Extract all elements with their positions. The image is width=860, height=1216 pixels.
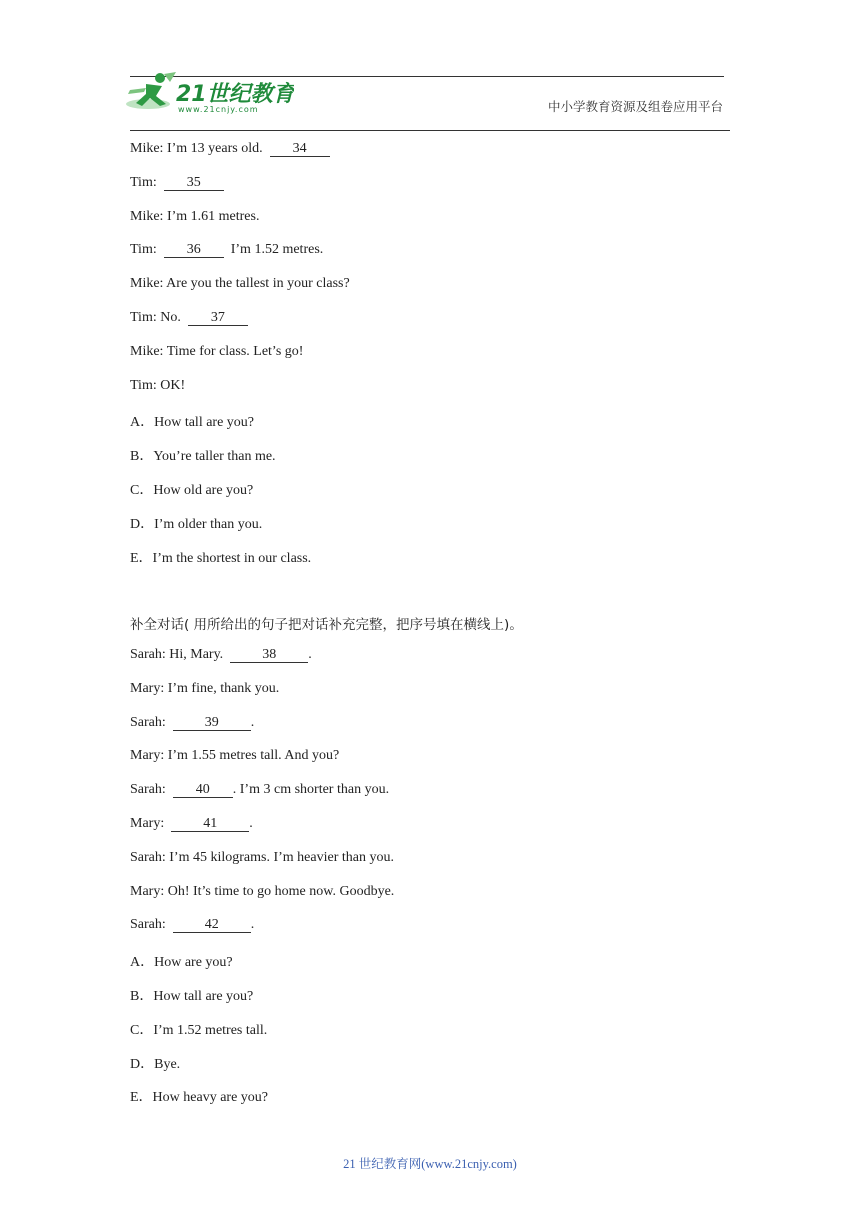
runner-logo-icon [124, 70, 294, 116]
answer-blank[interactable]: 35 [164, 175, 224, 191]
line-text: Mary: I’m fine, thank you. [130, 680, 280, 696]
line-text: Mary: I’m 1.55 metres tall. And you? [130, 748, 340, 764]
dialogue-line [130, 276, 350, 292]
dialogue-line [130, 748, 339, 764]
line-text-after: . [250, 917, 255, 933]
line-text: Mike: I’m 13 years old. [130, 141, 270, 156]
dialogue-line [130, 782, 389, 798]
answer-blank[interactable]: 38 [230, 647, 308, 663]
answer-option: A．How tall are you? [130, 415, 255, 431]
line-text-after: . [308, 647, 312, 662]
line-text: Mary: [130, 816, 172, 831]
line-text: Sarah: [130, 714, 173, 730]
dialogue-line [130, 344, 303, 360]
site-logo [124, 70, 294, 116]
dialogue-line [130, 715, 254, 731]
line-text: Mike: Time for class. Let’s go! [130, 343, 304, 359]
answer-option: D．I’m older than you. [130, 516, 263, 532]
dialogue-line [130, 917, 254, 933]
line-text: Tim: [130, 174, 164, 190]
footer-site-link: 21 世纪教育网(www.21cnjy.com) [343, 1157, 517, 1171]
line-text: Tim: [130, 242, 164, 258]
line-text: Tim: OK! [130, 377, 186, 393]
line-text: Sarah: Hi, Mary. [130, 647, 231, 662]
line-text: Sarah: [130, 917, 173, 933]
answer-option: D．Bye. [130, 1056, 181, 1072]
answer-option: C．I’m 1.52 metres tall. [130, 1022, 268, 1038]
dialogue-line [130, 175, 224, 191]
dialogue-line [130, 884, 394, 900]
dialogue-line [130, 850, 394, 866]
line-text-after: . [250, 714, 255, 730]
dialogue-line [130, 681, 279, 697]
line-text-after: . I’m 3 cm shorter than you. [232, 782, 390, 798]
header-platform-name: 中小学教育资源及组卷应用平台 [548, 99, 724, 114]
answer-blank[interactable]: 39 [173, 715, 251, 731]
answer-blank[interactable]: 34 [270, 141, 330, 157]
dialogue-line [130, 378, 185, 394]
answer-option: E．How heavy are you? [130, 1090, 269, 1106]
section-instruction: 补全对话( 用所给出的句子把对话补充完整，把序号填在横线上)。 [130, 617, 523, 633]
line-text: Mike: I’m 1.61 metres. [130, 208, 260, 224]
line-text-after: I’m 1.52 metres. [223, 242, 324, 258]
answer-option: B．You’re taller than me. [130, 449, 276, 465]
line-text: Sarah: I’m 45 kilograms. I’m heavier than you. [130, 849, 394, 865]
answer-blank[interactable]: 42 [173, 917, 251, 933]
line-text-after: . [249, 816, 253, 831]
line-text: Tim: No. [130, 310, 188, 325]
answer-option: B．How tall are you? [130, 989, 254, 1004]
answer-blank[interactable]: 41 [171, 816, 249, 832]
answer-blank[interactable]: 36 [164, 242, 224, 258]
header-bottom-rule [130, 130, 730, 131]
line-text: Sarah: [130, 782, 173, 798]
dialogue-line [130, 141, 330, 157]
answer-blank[interactable]: 37 [188, 310, 248, 326]
dialogue-line [130, 816, 253, 832]
answer-blank[interactable]: 40 [173, 782, 233, 798]
dialogue-line [130, 242, 323, 258]
dialogue-line [130, 647, 312, 663]
line-text: Mary: Oh! It’s time to go home now. Goodbye. [130, 883, 395, 899]
logo-url: www.21cnjy.com [178, 105, 259, 114]
answer-option: E．I’m the shortest in our class. [130, 550, 312, 566]
answer-option: A．How are you? [130, 955, 233, 971]
line-text: Mike: Are you the tallest in your class? [130, 276, 350, 292]
answer-option: C．How old are you? [130, 483, 254, 498]
dialogue-line [130, 209, 259, 225]
logo-wordmark: 21世纪教育 [176, 82, 294, 107]
dialogue-line [130, 310, 248, 326]
